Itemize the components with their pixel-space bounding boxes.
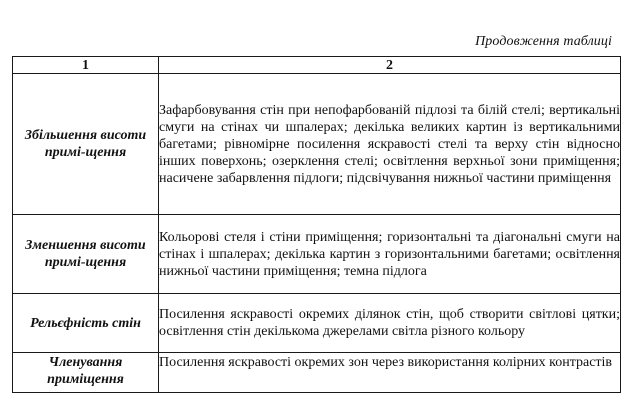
column-header-2: 2 (159, 57, 621, 74)
content-table (12, 56, 621, 393)
row-description-text: Посилення яскравості окремих зон через використання колірних контрастів (159, 355, 613, 370)
row-label: Зменшення висоти примі-щення (13, 215, 159, 294)
row-description (159, 294, 621, 353)
table-row (13, 215, 621, 294)
row-label: Збільшення висоти примі-щення (13, 74, 159, 215)
table-row (13, 294, 621, 353)
row-description (159, 215, 621, 294)
row-description (159, 353, 621, 393)
row-description-text: Зафарбовування стін при непофарбованій підлозі та білій стелі; вертикальні смуги на стінах чи шпалерах; декілька великих картин із вертикальними багетами; рівномірне посилення яскравості стелі та верху стін відносно інших поверхонь; озерклення стелі; освітлення верхньої зони приміщення; насичене забарвлення підлоги; підсвічування нижньої частини приміщення (159, 102, 620, 186)
column-header-1: 1 (13, 57, 159, 74)
row-description-text: Кольорові стеля і стіни приміщення; горизонтальні та діагональні смуги на стінах і шпалерах; декілька картин з горизонтальними багетами; освітлення нижньої частини приміщення; темна підлога (159, 229, 620, 279)
row-description-text: Посилення яскравості окремих ділянок стін, щоб створити світлові цятки; освітлення стін декількома джерелами світла різного кольору (159, 307, 620, 339)
row-label: Рельєфність стін (13, 294, 159, 353)
row-label: Членування приміщення (13, 353, 159, 393)
table-header-row (13, 57, 621, 74)
table-row (13, 353, 621, 393)
table-continuation-caption: Продовження таблиці (475, 34, 612, 49)
table-row (13, 74, 621, 215)
row-description (159, 74, 621, 215)
